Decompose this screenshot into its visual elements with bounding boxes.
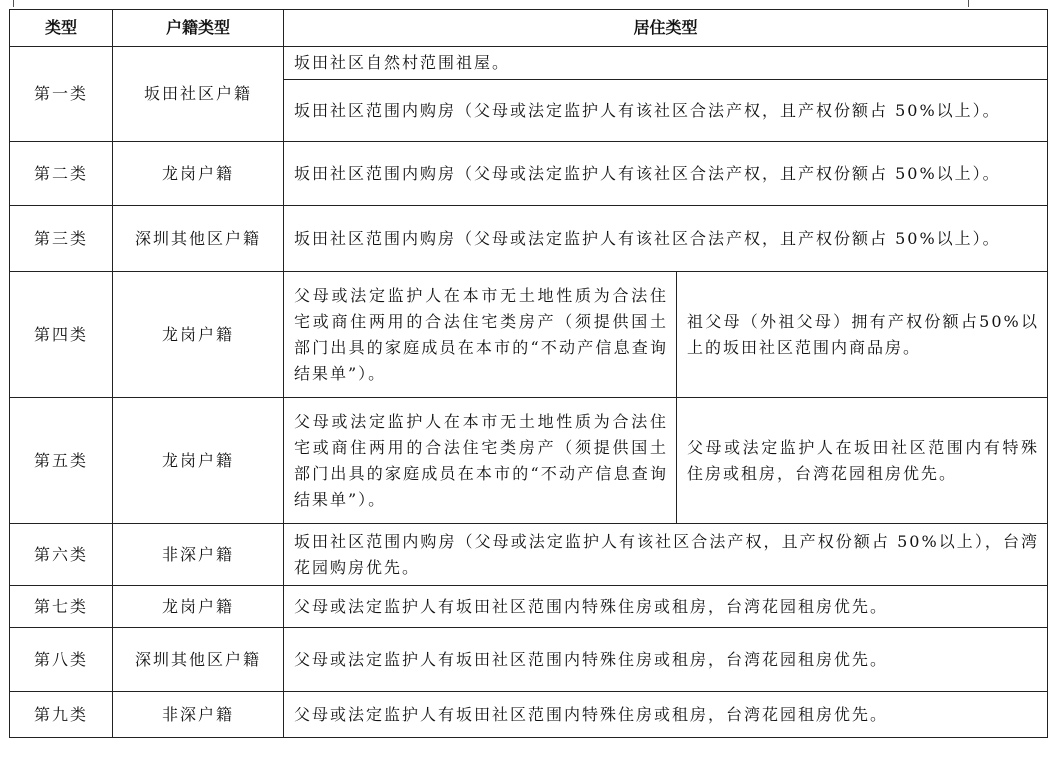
header-residence: 居住类型 (284, 10, 1048, 47)
header-hukou: 户籍类型 (113, 10, 284, 47)
page-edge-mark-left (13, 0, 14, 7)
row-category: 第六类 (10, 524, 113, 586)
table-row (10, 142, 1048, 206)
row-hukou: 非深户籍 (113, 692, 284, 738)
table-header-row (10, 10, 1048, 47)
row-category: 第九类 (10, 692, 113, 738)
row-residence: 父母或法定监护人有坂田社区范围内特殊住房或租房，台湾花园租房优先。 (284, 586, 1048, 628)
row-residence: 坂田社区自然村范围祖屋。 (284, 47, 1048, 80)
row-category: 第八类 (10, 628, 113, 692)
row-residence: 坂田社区范围内购房（父母或法定监护人有该社区合法产权，且产权份额占 50%以上）。 (284, 80, 1048, 142)
row-category: 第四类 (10, 272, 113, 398)
table-row (10, 628, 1048, 692)
row-residence-right: 祖父母（外祖父母）拥有产权份额占50%以上的坂田社区范围内商品房。 (677, 272, 1048, 398)
table-row (10, 586, 1048, 628)
row-residence-right: 父母或法定监护人在坂田社区范围内有特殊住房或租房，台湾花园租房优先。 (677, 398, 1048, 524)
row-hukou: 深圳其他区户籍 (113, 628, 284, 692)
residence-category-table (9, 9, 1048, 738)
row-category: 第三类 (10, 206, 113, 272)
row-hukou: 坂田社区户籍 (113, 47, 284, 142)
row-hukou: 龙岗户籍 (113, 142, 284, 206)
row-residence-left: 父母或法定监护人在本市无土地性质为合法住宅或商住两用的合法住宅类房产（须提供国土部门出具的家庭成员在本市的“不动产信息查询结果单”）。 (284, 398, 677, 524)
row-category: 第二类 (10, 142, 113, 206)
row-category: 第七类 (10, 586, 113, 628)
row-hukou: 龙岗户籍 (113, 586, 284, 628)
row-hukou: 深圳其他区户籍 (113, 206, 284, 272)
row-residence: 坂田社区范围内购房（父母或法定监护人有该社区合法产权，且产权份额占 50%以上）。 (284, 142, 1048, 206)
page-edge-mark-right (968, 0, 969, 7)
row-residence: 父母或法定监护人有坂田社区范围内特殊住房或租房，台湾花园租房优先。 (284, 692, 1048, 738)
row-residence: 父母或法定监护人有坂田社区范围内特殊住房或租房，台湾花园租房优先。 (284, 628, 1048, 692)
table-row (10, 692, 1048, 738)
row-hukou: 龙岗户籍 (113, 398, 284, 524)
table-row (10, 524, 1048, 586)
table-row (10, 272, 1048, 398)
table-row (10, 47, 1048, 80)
row-residence: 坂田社区范围内购房（父母或法定监护人有该社区合法产权，且产权份额占 50%以上），台湾花园购房优先。 (284, 524, 1048, 586)
row-residence-left: 父母或法定监护人在本市无土地性质为合法住宅或商住两用的合法住宅类房产（须提供国土部门出具的家庭成员在本市的“不动产信息查询结果单”）。 (284, 272, 677, 398)
row-hukou: 非深户籍 (113, 524, 284, 586)
row-hukou: 龙岗户籍 (113, 272, 284, 398)
row-category: 第五类 (10, 398, 113, 524)
table-row (10, 398, 1048, 524)
row-category: 第一类 (10, 47, 113, 142)
table-row (10, 206, 1048, 272)
row-residence: 坂田社区范围内购房（父母或法定监护人有该社区合法产权，且产权份额占 50%以上）。 (284, 206, 1048, 272)
header-category: 类型 (10, 10, 113, 47)
